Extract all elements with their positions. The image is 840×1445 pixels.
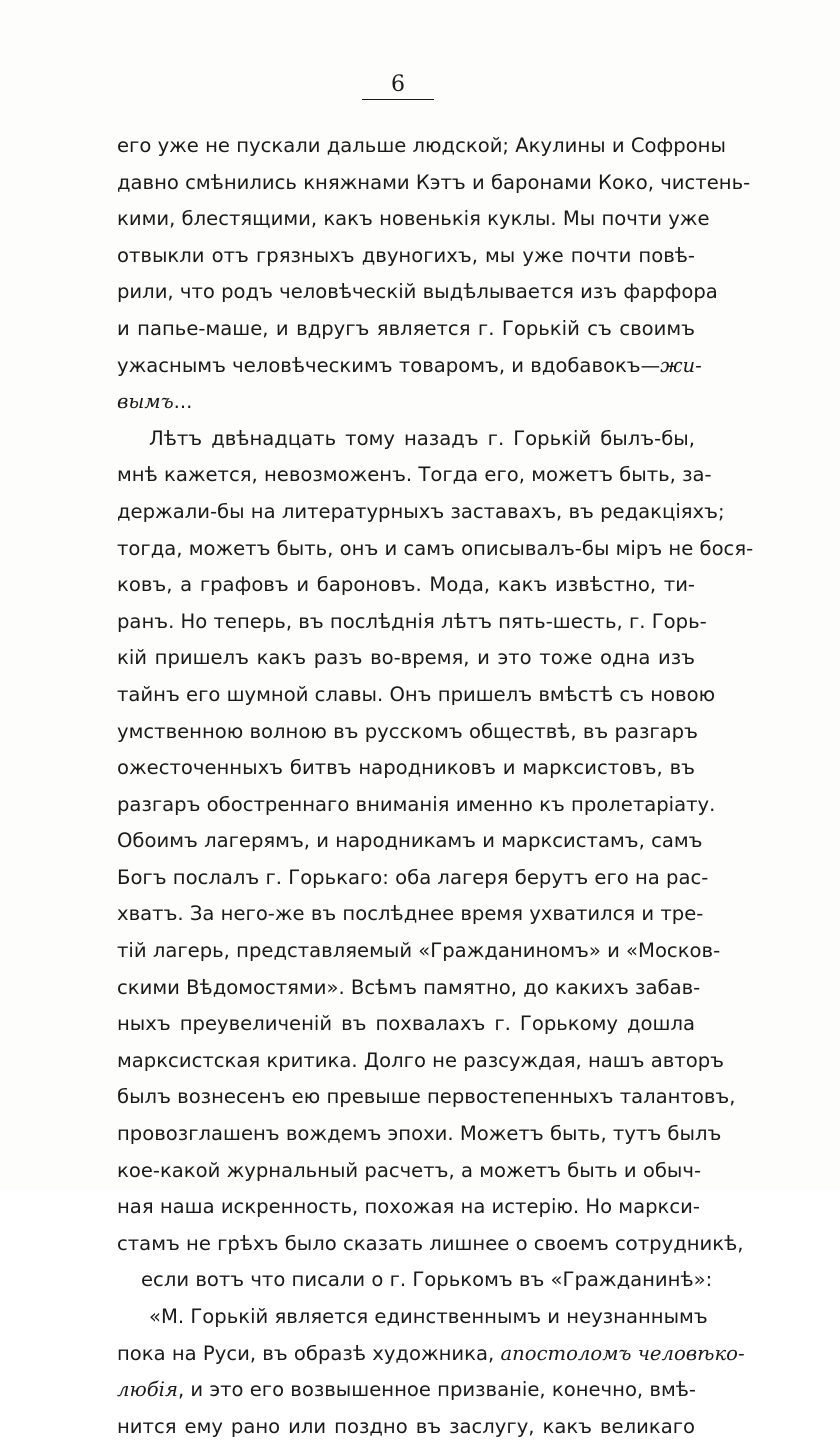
text-line: ожесточенныхъ битвъ народниковъ и марксистовъ, въ [117,756,695,780]
quote-start-line: «М. Горькій является единственнымъ и неузнаннымъ [149,1305,708,1328]
text-line: Богъ послалъ г. Горькаго: оба лагеря берутъ его на рас- [117,865,709,889]
text-line: ковъ, а графовъ и бароновъ. Мода, какъ извѣстно, ти- [117,573,695,597]
text-line: мнѣ кажется, невозможенъ. Тогда его, можетъ быть, за- [117,463,712,487]
text-line: и папье-маше, и вдругъ является г. Горькій съ своимъ [117,316,695,340]
body-text [117,128,754,1445]
text-line: тій лагерь, представляемый «Гражданиномъ» и «Москов- [117,939,721,963]
text-line: марксистская критика. Долго не разсуждая, нашъ авторъ [117,1048,724,1072]
text-line: отвыкли отъ грязныхъ двуногихъ, мы уже почти повѣ- [117,243,695,267]
text-line: кій пришелъ какъ разъ во-время, и это тоже одна изъ [117,646,695,670]
text-line: тайнъ его шумной славы. Онъ пришелъ вмѣстѣ съ новою [117,682,716,706]
text-line: стамъ не грѣхъ было сказать лишнее о своемъ сотрудникѣ, [117,1231,744,1255]
text-line: держали-бы на литературныхъ заставахъ, въ редакціяхъ; [117,499,725,523]
text-line: если вотъ что писали о г. Горькомъ въ «Гражданинѣ»: [141,1268,713,1292]
text-line: вымъ... [117,390,193,414]
text-line: пока на Руси, въ образѣ художника, апостоломъ человѣко- [117,1341,745,1365]
text-line: ужаснымъ человѣческимъ товаромъ, и вдобавокъ—жи- [117,353,702,377]
text-line: былъ вознесенъ ею превыше первостепенныхъ талантовъ, [117,1085,736,1109]
text-line: разгаръ обостреннаго вниманія именно къ пролетаріату. [117,792,716,816]
text-line: его уже не пускали дальше людской; Акулины и Софроны [117,134,726,157]
page-number-rule [362,99,434,100]
text-line: Обоимъ лагерямъ, и народникамъ и марксистамъ, самъ [117,829,703,853]
text-line: давно смѣнились княжнами Кэтъ и баронами Коко, чистень- [117,170,751,194]
page-number: 6 [391,72,405,97]
italic-text: любія [117,1378,178,1402]
text-line: скими Вѣдомостями». Всѣмъ памятно, до какихъ забав- [117,975,701,999]
text-line: ная наша искренность, похожая на истерію. Но маркси- [117,1195,700,1219]
italic-text: вымъ [117,390,174,414]
italic-text: жи- [660,353,702,377]
text-line: ранъ. Но теперь, въ послѣднія лѣтъ пять-шесть, г. Горь- [117,609,707,633]
text-line: умственною волною въ русскомъ обществѣ, въ разгаръ [117,719,698,743]
text-line: любія, и это его возвышенное призваніе, конечно, вмѣ- [117,1378,696,1402]
text-line: рили, что родъ человѣческій выдѣлывается изъ фарфора [117,280,718,304]
text-line: хватъ. За него-же въ послѣднее время ухватился и тре- [117,902,704,926]
text-line: тогда, можетъ быть, онъ и самъ описывалъ-бы міръ не бося- [117,536,754,560]
italic-text: апостоломъ человѣко- [500,1341,745,1365]
text-line: ныхъ преувеличеній въ похвалахъ г. Горькому дошла [117,1012,695,1036]
text-line: провозглашенъ вождемъ эпохи. Можетъ быть, тутъ былъ [117,1122,722,1146]
text-line: кими, блестящими, какъ новенькія куклы. Мы почти уже [117,207,710,231]
text-line: нится ему рано или поздно въ заслугу, какъ великаго [117,1414,695,1438]
paragraph-start-line: Лѣтъ двѣнадцать тому назадъ г. Горькій былъ-бы, [149,426,695,450]
text-line: кое-какой журнальный расчетъ, а можетъ быть и обыч- [117,1158,702,1182]
